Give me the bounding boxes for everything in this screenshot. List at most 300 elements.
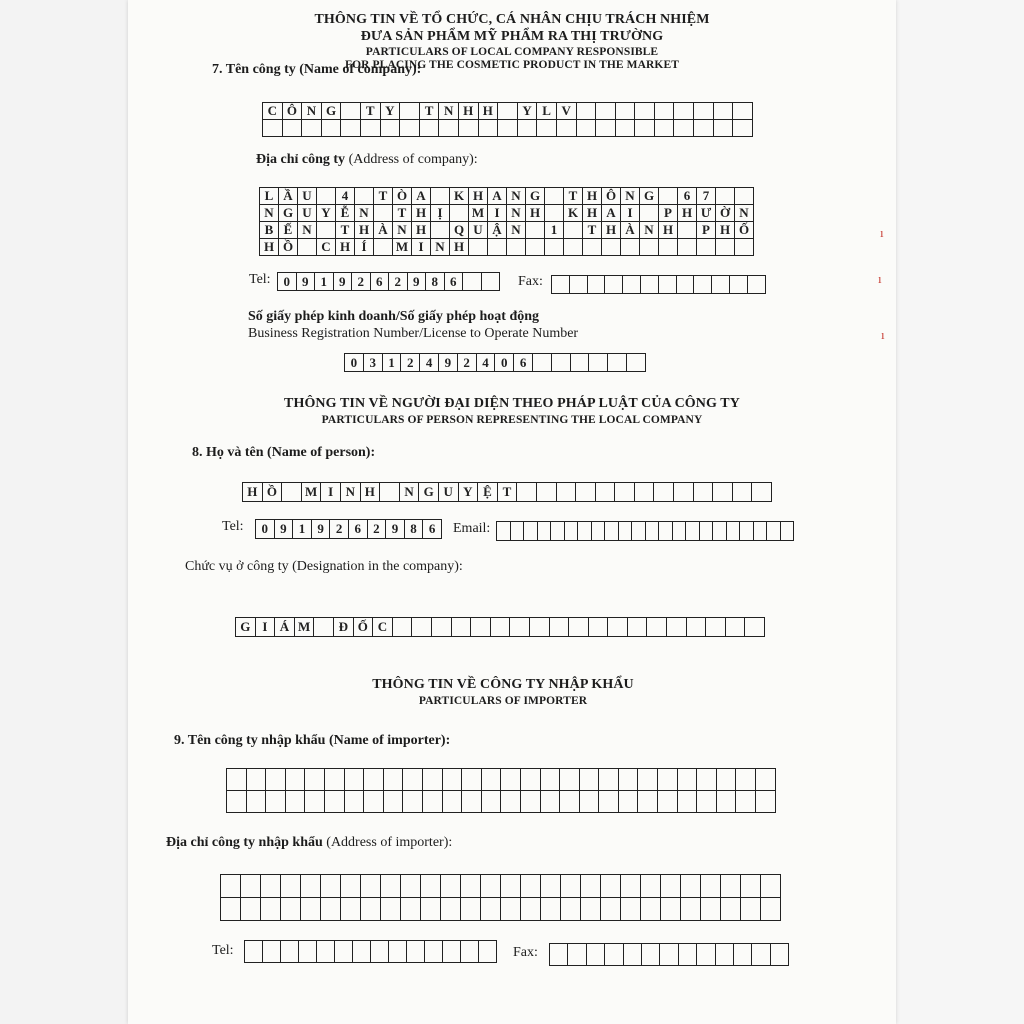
char-box[interactable] xyxy=(781,522,795,541)
char-box[interactable] xyxy=(694,276,712,294)
char-box[interactable] xyxy=(581,898,601,921)
char-box[interactable]: 4 xyxy=(420,354,439,372)
char-box[interactable] xyxy=(756,769,776,791)
char-box[interactable] xyxy=(227,769,247,791)
char-box[interactable] xyxy=(537,483,557,502)
char-box[interactable]: H xyxy=(602,222,621,239)
char-box[interactable]: 2 xyxy=(401,354,420,372)
char-box[interactable] xyxy=(550,618,570,637)
char-box[interactable] xyxy=(678,239,697,256)
char-box[interactable] xyxy=(641,875,661,898)
char-box[interactable] xyxy=(678,769,698,791)
char-box[interactable] xyxy=(403,769,423,791)
char-box[interactable] xyxy=(286,791,306,813)
char-box[interactable] xyxy=(552,354,571,372)
char-box[interactable] xyxy=(432,618,452,637)
char-box[interactable] xyxy=(615,483,635,502)
char-box[interactable] xyxy=(541,769,561,791)
char-box[interactable]: 1 xyxy=(315,273,334,291)
char-box[interactable] xyxy=(374,239,393,256)
char-box[interactable] xyxy=(335,941,353,963)
char-box[interactable] xyxy=(283,120,303,137)
char-box[interactable] xyxy=(756,791,776,813)
char-box[interactable] xyxy=(302,120,322,137)
char-box[interactable]: Ô xyxy=(283,103,303,120)
importer-address-grid[interactable] xyxy=(220,874,781,921)
char-box[interactable] xyxy=(443,769,463,791)
char-box[interactable] xyxy=(741,875,761,898)
char-box[interactable]: Y xyxy=(381,103,401,120)
char-box[interactable]: N xyxy=(400,483,420,502)
char-box[interactable] xyxy=(501,791,521,813)
char-box[interactable] xyxy=(713,522,727,541)
char-box[interactable] xyxy=(605,522,619,541)
char-box[interactable]: C xyxy=(263,103,283,120)
char-box[interactable] xyxy=(537,120,557,137)
char-box[interactable] xyxy=(599,791,619,813)
char-box[interactable]: H xyxy=(479,103,499,120)
char-box[interactable] xyxy=(605,276,623,294)
char-box[interactable]: L xyxy=(260,188,279,205)
char-box[interactable] xyxy=(713,483,733,502)
char-box[interactable] xyxy=(501,898,521,921)
char-box[interactable] xyxy=(361,120,381,137)
char-box[interactable] xyxy=(727,522,741,541)
char-box[interactable] xyxy=(423,769,443,791)
char-box[interactable] xyxy=(605,944,623,966)
char-box[interactable] xyxy=(681,898,701,921)
char-box[interactable] xyxy=(361,875,381,898)
char-box[interactable]: Ư xyxy=(697,205,716,222)
char-box[interactable] xyxy=(619,791,639,813)
char-box[interactable] xyxy=(733,120,753,137)
char-box[interactable] xyxy=(281,898,301,921)
char-box[interactable] xyxy=(638,791,658,813)
char-box[interactable] xyxy=(640,205,659,222)
char-box[interactable] xyxy=(321,875,341,898)
char-box[interactable] xyxy=(381,898,401,921)
char-box[interactable] xyxy=(530,618,550,637)
char-box[interactable]: M xyxy=(295,618,315,637)
char-box[interactable] xyxy=(321,898,341,921)
char-box[interactable] xyxy=(647,618,667,637)
char-box[interactable] xyxy=(588,276,606,294)
char-box[interactable] xyxy=(677,276,695,294)
company-address-grid[interactable] xyxy=(259,187,754,256)
char-box[interactable] xyxy=(716,239,735,256)
char-box[interactable] xyxy=(371,941,389,963)
char-box[interactable] xyxy=(717,791,737,813)
char-box[interactable]: T xyxy=(374,188,393,205)
char-box[interactable] xyxy=(701,875,721,898)
char-box[interactable] xyxy=(624,944,642,966)
char-box[interactable]: I xyxy=(488,205,507,222)
char-box[interactable]: Ố xyxy=(735,222,754,239)
char-box[interactable]: H xyxy=(336,239,355,256)
char-box[interactable]: U xyxy=(469,222,488,239)
char-box[interactable] xyxy=(550,944,568,966)
char-box[interactable]: 0 xyxy=(278,273,297,291)
char-box[interactable] xyxy=(581,875,601,898)
char-box[interactable]: 9 xyxy=(275,520,294,539)
char-box[interactable] xyxy=(694,120,714,137)
char-box[interactable] xyxy=(736,769,756,791)
char-box[interactable] xyxy=(678,222,697,239)
char-box[interactable] xyxy=(521,791,541,813)
char-box[interactable] xyxy=(510,618,530,637)
char-box[interactable] xyxy=(616,103,636,120)
char-box[interactable]: N xyxy=(735,205,754,222)
char-box[interactable] xyxy=(700,522,714,541)
char-box[interactable] xyxy=(521,898,541,921)
char-box[interactable]: Ô xyxy=(602,188,621,205)
char-box[interactable] xyxy=(286,769,306,791)
char-box[interactable] xyxy=(282,483,302,502)
char-box[interactable] xyxy=(441,875,461,898)
char-box[interactable] xyxy=(420,120,440,137)
char-box[interactable] xyxy=(441,898,461,921)
char-box[interactable]: G xyxy=(640,188,659,205)
char-box[interactable] xyxy=(697,769,717,791)
char-box[interactable] xyxy=(658,769,678,791)
char-box[interactable] xyxy=(576,483,596,502)
char-box[interactable] xyxy=(642,944,660,966)
char-box[interactable]: T xyxy=(361,103,381,120)
char-box[interactable] xyxy=(511,522,525,541)
char-box[interactable] xyxy=(374,205,393,222)
char-box[interactable] xyxy=(469,239,488,256)
char-box[interactable] xyxy=(561,898,581,921)
char-box[interactable]: N xyxy=(260,205,279,222)
char-box[interactable]: 6 xyxy=(423,520,442,539)
char-box[interactable] xyxy=(712,276,730,294)
char-box[interactable] xyxy=(568,944,586,966)
char-box[interactable] xyxy=(564,222,583,239)
char-box[interactable] xyxy=(589,618,609,637)
char-box[interactable] xyxy=(443,941,461,963)
char-box[interactable] xyxy=(317,188,336,205)
char-box[interactable] xyxy=(401,898,421,921)
importer-name-grid[interactable] xyxy=(226,768,776,813)
char-box[interactable] xyxy=(364,791,384,813)
char-box[interactable]: H xyxy=(583,205,602,222)
char-box[interactable] xyxy=(526,239,545,256)
char-box[interactable] xyxy=(635,120,655,137)
char-box[interactable] xyxy=(263,120,283,137)
char-box[interactable]: 0 xyxy=(495,354,514,372)
char-box[interactable]: Ị xyxy=(431,205,450,222)
char-box[interactable] xyxy=(431,188,450,205)
char-box[interactable] xyxy=(697,791,717,813)
char-box[interactable]: A xyxy=(602,205,621,222)
char-box[interactable] xyxy=(583,239,602,256)
char-box[interactable]: Y xyxy=(317,205,336,222)
char-box[interactable]: 6 xyxy=(514,354,533,372)
char-box[interactable] xyxy=(714,120,734,137)
char-box[interactable] xyxy=(596,483,616,502)
char-box[interactable] xyxy=(577,120,597,137)
char-box[interactable] xyxy=(557,483,577,502)
char-box[interactable] xyxy=(627,354,646,372)
char-box[interactable]: G xyxy=(526,188,545,205)
char-box[interactable] xyxy=(533,354,552,372)
char-box[interactable] xyxy=(401,875,421,898)
char-box[interactable] xyxy=(266,769,286,791)
char-box[interactable] xyxy=(552,276,570,294)
person-email-grid[interactable] xyxy=(496,521,794,541)
char-box[interactable]: H xyxy=(659,222,678,239)
char-box[interactable]: I xyxy=(412,239,431,256)
char-box[interactable] xyxy=(740,522,754,541)
char-box[interactable] xyxy=(479,941,497,963)
char-box[interactable]: Q xyxy=(450,222,469,239)
char-box[interactable]: N xyxy=(393,222,412,239)
char-box[interactable] xyxy=(481,875,501,898)
char-box[interactable] xyxy=(364,769,384,791)
char-box[interactable] xyxy=(498,120,518,137)
char-box[interactable]: G xyxy=(419,483,439,502)
char-box[interactable] xyxy=(565,522,579,541)
char-box[interactable] xyxy=(526,222,545,239)
char-box[interactable] xyxy=(482,791,502,813)
char-box[interactable] xyxy=(697,239,716,256)
char-box[interactable] xyxy=(461,875,481,898)
char-box[interactable] xyxy=(619,769,639,791)
char-box[interactable] xyxy=(621,898,641,921)
char-box[interactable]: Ệ xyxy=(478,483,498,502)
char-box[interactable]: H xyxy=(260,239,279,256)
char-box[interactable]: U xyxy=(439,483,459,502)
char-box[interactable] xyxy=(601,875,621,898)
char-box[interactable] xyxy=(661,898,681,921)
char-box[interactable] xyxy=(578,522,592,541)
char-box[interactable] xyxy=(355,188,374,205)
char-box[interactable] xyxy=(679,944,697,966)
char-box[interactable] xyxy=(521,769,541,791)
char-box[interactable]: À xyxy=(621,222,640,239)
char-box[interactable] xyxy=(314,618,334,637)
char-box[interactable] xyxy=(687,618,707,637)
char-box[interactable]: 4 xyxy=(477,354,496,372)
person-tel-grid[interactable] xyxy=(255,519,442,539)
char-box[interactable] xyxy=(608,354,627,372)
char-box[interactable] xyxy=(635,103,655,120)
char-box[interactable]: 9 xyxy=(386,520,405,539)
char-box[interactable]: N xyxy=(507,188,526,205)
char-box[interactable]: 2 xyxy=(389,273,408,291)
char-box[interactable] xyxy=(305,769,325,791)
char-box[interactable] xyxy=(701,898,721,921)
char-box[interactable] xyxy=(361,898,381,921)
char-box[interactable] xyxy=(596,103,616,120)
char-box[interactable]: N xyxy=(298,222,317,239)
char-box[interactable] xyxy=(491,618,511,637)
char-box[interactable] xyxy=(353,941,371,963)
char-box[interactable] xyxy=(721,898,741,921)
char-box[interactable]: M xyxy=(302,483,322,502)
char-box[interactable] xyxy=(541,791,561,813)
char-box[interactable]: K xyxy=(450,188,469,205)
char-box[interactable]: M xyxy=(393,239,412,256)
char-box[interactable]: 2 xyxy=(458,354,477,372)
char-box[interactable] xyxy=(658,791,678,813)
char-box[interactable] xyxy=(261,898,281,921)
char-box[interactable] xyxy=(488,239,507,256)
char-box[interactable] xyxy=(389,941,407,963)
char-box[interactable] xyxy=(497,522,511,541)
char-box[interactable] xyxy=(623,276,641,294)
char-box[interactable] xyxy=(733,103,753,120)
char-box[interactable]: B xyxy=(260,222,279,239)
char-box[interactable]: H xyxy=(469,188,488,205)
char-box[interactable] xyxy=(227,791,247,813)
char-box[interactable] xyxy=(305,791,325,813)
char-box[interactable] xyxy=(501,769,521,791)
char-box[interactable] xyxy=(325,769,345,791)
char-box[interactable] xyxy=(561,875,581,898)
char-box[interactable] xyxy=(381,875,401,898)
char-box[interactable]: U xyxy=(298,205,317,222)
char-box[interactable]: Á xyxy=(275,618,295,637)
char-box[interactable] xyxy=(735,188,754,205)
char-box[interactable] xyxy=(660,944,678,966)
char-box[interactable] xyxy=(717,769,737,791)
char-box[interactable] xyxy=(341,875,361,898)
char-box[interactable]: T xyxy=(420,103,440,120)
char-box[interactable] xyxy=(241,875,261,898)
char-box[interactable] xyxy=(752,944,770,966)
char-box[interactable] xyxy=(345,769,365,791)
char-box[interactable] xyxy=(266,791,286,813)
char-box[interactable]: 9 xyxy=(334,273,353,291)
char-box[interactable] xyxy=(507,239,526,256)
char-box[interactable] xyxy=(592,522,606,541)
char-box[interactable]: 0 xyxy=(345,354,364,372)
char-box[interactable] xyxy=(638,769,658,791)
char-box[interactable]: H xyxy=(412,205,431,222)
char-box[interactable] xyxy=(482,769,502,791)
char-box[interactable] xyxy=(381,120,401,137)
char-box[interactable]: N xyxy=(431,239,450,256)
char-box[interactable]: L xyxy=(537,103,557,120)
char-box[interactable] xyxy=(733,483,753,502)
char-box[interactable] xyxy=(681,875,701,898)
char-box[interactable] xyxy=(580,769,600,791)
char-box[interactable]: N xyxy=(640,222,659,239)
char-box[interactable] xyxy=(641,898,661,921)
char-box[interactable]: Í xyxy=(355,239,374,256)
char-box[interactable] xyxy=(616,120,636,137)
char-box[interactable] xyxy=(641,276,659,294)
char-box[interactable]: 6 xyxy=(445,273,464,291)
char-box[interactable]: N xyxy=(302,103,322,120)
char-box[interactable]: 6 xyxy=(371,273,390,291)
char-box[interactable] xyxy=(541,875,561,898)
char-box[interactable]: Ễ xyxy=(336,205,355,222)
char-box[interactable] xyxy=(694,103,714,120)
char-box[interactable] xyxy=(716,188,735,205)
char-box[interactable]: I xyxy=(256,618,276,637)
company-fax-grid[interactable] xyxy=(551,275,766,294)
char-box[interactable] xyxy=(400,120,420,137)
char-box[interactable]: I xyxy=(321,483,341,502)
char-box[interactable] xyxy=(771,944,789,966)
char-box[interactable]: H xyxy=(243,483,263,502)
char-box[interactable] xyxy=(538,522,552,541)
char-box[interactable]: 2 xyxy=(352,273,371,291)
char-box[interactable] xyxy=(384,769,404,791)
char-box[interactable]: H xyxy=(355,222,374,239)
char-box[interactable]: Ậ xyxy=(488,222,507,239)
char-box[interactable] xyxy=(403,791,423,813)
char-box[interactable] xyxy=(551,522,565,541)
char-box[interactable]: À xyxy=(374,222,393,239)
char-box[interactable] xyxy=(241,898,261,921)
char-box[interactable] xyxy=(621,875,641,898)
char-box[interactable]: V xyxy=(557,103,577,120)
char-box[interactable] xyxy=(247,769,267,791)
char-box[interactable]: 6 xyxy=(349,520,368,539)
char-box[interactable] xyxy=(654,483,674,502)
char-box[interactable] xyxy=(301,875,321,898)
char-box[interactable] xyxy=(263,941,281,963)
char-box[interactable]: 7 xyxy=(697,188,716,205)
char-box[interactable] xyxy=(640,239,659,256)
char-box[interactable] xyxy=(602,239,621,256)
char-box[interactable] xyxy=(482,273,501,291)
char-box[interactable] xyxy=(325,791,345,813)
char-box[interactable] xyxy=(678,791,698,813)
char-box[interactable] xyxy=(341,120,361,137)
char-box[interactable]: 8 xyxy=(405,520,424,539)
importer-tel-grid[interactable] xyxy=(244,940,497,963)
char-box[interactable] xyxy=(498,103,518,120)
char-box[interactable] xyxy=(452,618,472,637)
char-box[interactable] xyxy=(247,791,267,813)
char-box[interactable]: N xyxy=(507,205,526,222)
char-box[interactable] xyxy=(412,618,432,637)
char-box[interactable] xyxy=(407,941,425,963)
char-box[interactable] xyxy=(570,276,588,294)
char-box[interactable] xyxy=(524,522,538,541)
char-box[interactable]: H xyxy=(678,205,697,222)
char-box[interactable]: P xyxy=(659,205,678,222)
char-box[interactable] xyxy=(754,522,768,541)
char-box[interactable]: T xyxy=(564,188,583,205)
char-box[interactable]: H xyxy=(450,239,469,256)
char-box[interactable] xyxy=(317,941,335,963)
char-box[interactable]: 1 xyxy=(293,520,312,539)
company-tel-grid[interactable] xyxy=(277,272,500,291)
char-box[interactable] xyxy=(734,944,752,966)
char-box[interactable] xyxy=(459,120,479,137)
char-box[interactable] xyxy=(439,120,459,137)
char-box[interactable] xyxy=(393,618,413,637)
char-box[interactable] xyxy=(564,239,583,256)
char-box[interactable] xyxy=(628,618,648,637)
char-box[interactable] xyxy=(345,791,365,813)
char-box[interactable] xyxy=(545,205,564,222)
char-box[interactable] xyxy=(673,522,687,541)
char-box[interactable] xyxy=(298,239,317,256)
char-box[interactable] xyxy=(557,120,577,137)
char-box[interactable] xyxy=(221,875,241,898)
char-box[interactable]: 8 xyxy=(426,273,445,291)
char-box[interactable]: 9 xyxy=(297,273,316,291)
char-box[interactable] xyxy=(761,898,781,921)
char-box[interactable]: P xyxy=(697,222,716,239)
char-box[interactable]: H xyxy=(459,103,479,120)
